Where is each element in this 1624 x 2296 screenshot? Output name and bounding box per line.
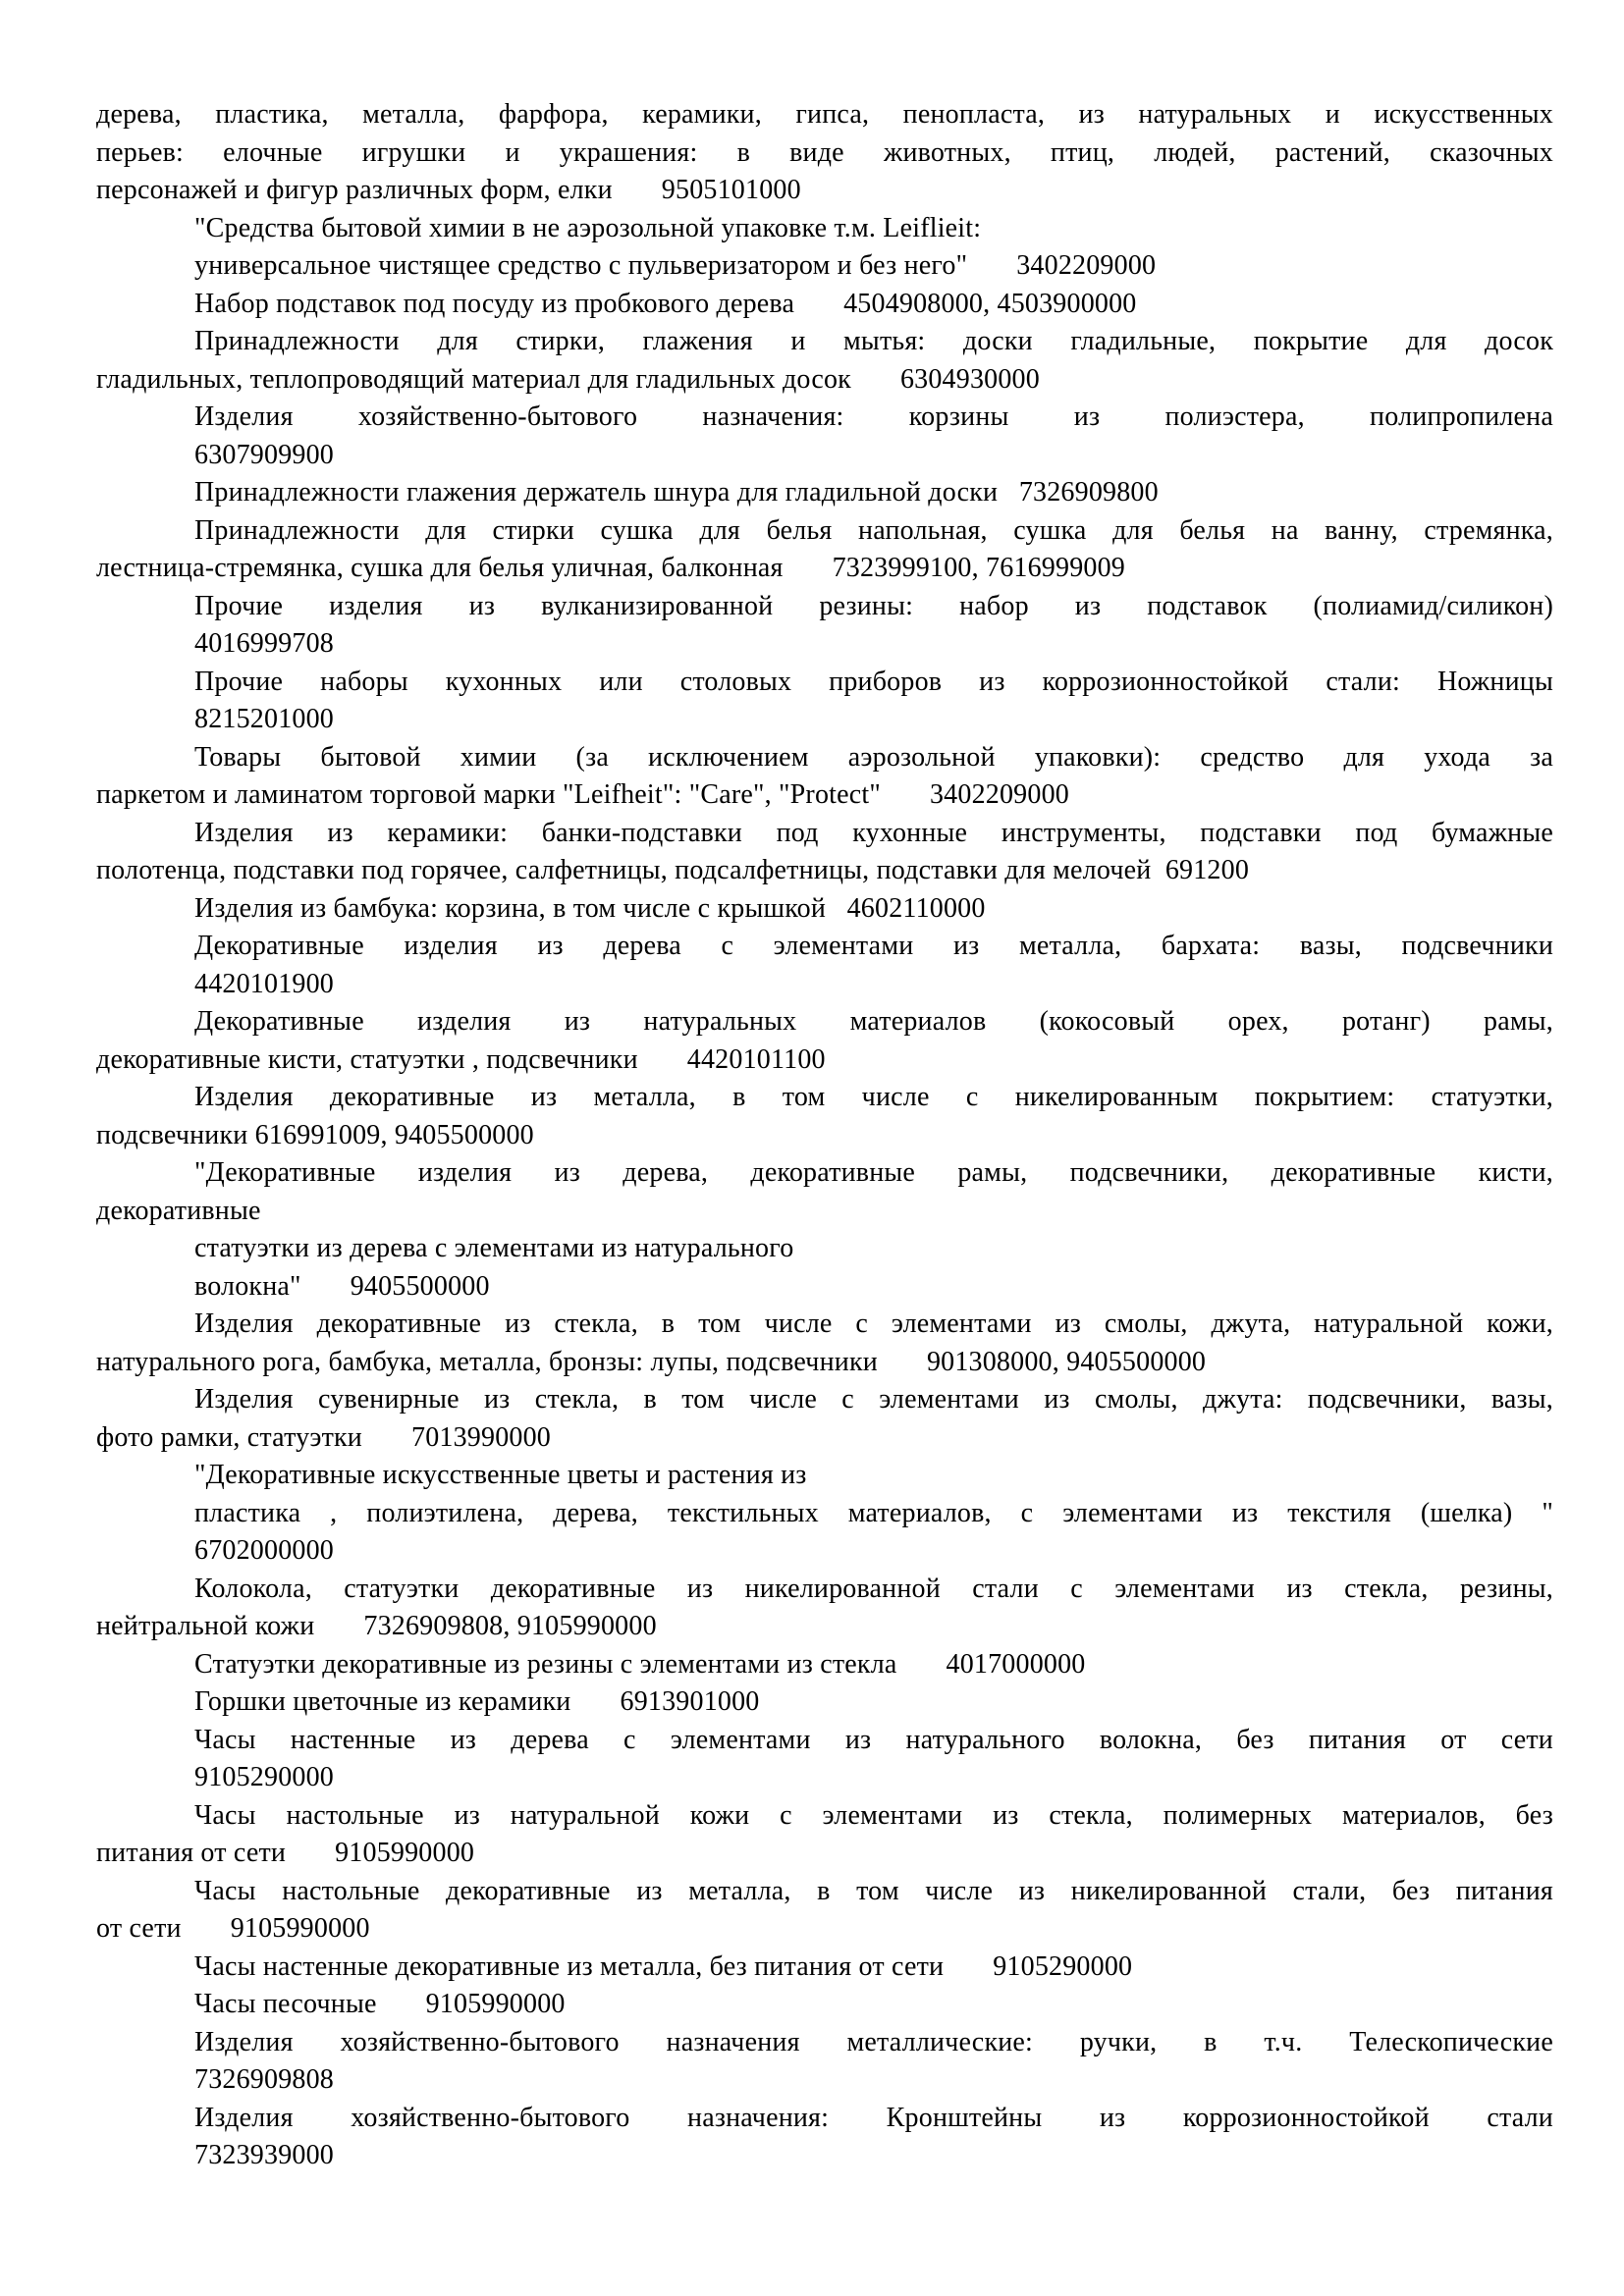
- document-line: Принадлежности для стирки, глажения и мытья: доски гладильные, покрытие для досок: [194, 326, 1553, 356]
- document-line: 4016999708: [194, 628, 334, 659]
- document-line: 7326909808: [194, 2064, 334, 2095]
- document-line: Часы настенные декоративные из металла, без питания от сети 9105290000: [194, 1950, 1133, 1982]
- tab-gap: [571, 1709, 621, 1710]
- tab-gap: [881, 802, 930, 803]
- document-line: Изделия из бамбука: корзина, в том числе с крышкой 4602110000: [194, 892, 986, 924]
- document-line: Декоративные изделия из дерева с элементами из металла, бархата: вазы, подсвечники: [194, 931, 1553, 961]
- tab-gap: [377, 2011, 426, 2012]
- document-line: 8215201000: [194, 704, 334, 734]
- tab-gap: [967, 273, 1016, 274]
- document-line: Часы настольные из натуральной кожи с элементами из стекла, полимерных материалов, без: [194, 1799, 1553, 1831]
- document-line: перьев: елочные игрушки и украшения: в виде животных, птиц, людей, растений, сказочных: [96, 136, 1553, 168]
- document-line: от сети 9105990000: [96, 1913, 370, 1944]
- tab-gap: [878, 1369, 927, 1370]
- tab-gap: [794, 311, 843, 312]
- document-line: 6307909900: [194, 439, 334, 470]
- document-line: персонажей и фигур различных форм, елки 9505101000: [96, 175, 801, 205]
- document-line: 7323939000: [194, 2140, 334, 2170]
- document-line: волокна" 9405500000: [194, 1270, 490, 1302]
- document-line: Изделия сувенирные из стекла, в том числе с элементами из смолы, джута: подсвечники, вазы,: [194, 1384, 1553, 1415]
- tab-gap: [851, 387, 900, 388]
- document-line: полотенца, подставки под горячее, салфетницы, подсалфетницы, подставки для мелочей 691200: [96, 855, 1250, 885]
- document-line: 6702000000: [194, 1535, 334, 1566]
- document-line: гладильных, теплопроводящий материал для гладильных досок 6304930000: [96, 363, 1040, 395]
- tab-gap: [613, 197, 662, 198]
- document-line: Набор подставок под посуду из пробкового дерева 4504908000, 4503900000: [194, 288, 1137, 319]
- document-line: Горшки цветочные из керамики 6913901000: [194, 1686, 760, 1717]
- document-line: декоративные: [96, 1195, 261, 1226]
- document-line: паркетом и ламинатом торговой марки "Leifheit": "Care", "Protect" 3402209000: [96, 779, 1069, 810]
- document-line: Изделия хозяйственно-бытового назначения: корзины из полиэстера, полипропилена: [194, 401, 1553, 432]
- tab-gap: [314, 1633, 363, 1634]
- document-line: Изделия хозяйственно-бытового назначения металлические: ручки, в т.ч. Телескопические: [194, 2026, 1553, 2057]
- document-line: Изделия из керамики: банки-подставки под кухонные инструменты, подставки под бумажные: [194, 817, 1553, 848]
- document-line: Часы настенные из дерева с элементами из натурального волокна, без питания от сети: [194, 1724, 1553, 1755]
- document-line: "Декоративные искусственные цветы и растения из: [194, 1460, 807, 1490]
- tab-gap: [784, 575, 833, 576]
- tab-gap: [944, 1974, 993, 1975]
- document-line: натурального рога, бамбука, металла, бронзы: лупы, подсвечники 901308000, 9405500000: [96, 1346, 1207, 1377]
- document-line: статуэтки из дерева с элементами из натурального: [194, 1233, 794, 1263]
- document-line: "Средства бытовой химии в не аэрозольной упаковке т.м. Leiflieit:: [194, 212, 982, 243]
- document-line: Прочие изделия из вулканизированной резины: набор из подставок (полиамид/силикон): [194, 590, 1553, 621]
- document-line: питания от сети 9105990000: [96, 1838, 475, 1868]
- document-line: лестница-стремянка, сушка для белья уличная, балконная 7323999100, 7616999009: [96, 553, 1125, 583]
- document-line: Принадлежности глажения держатель шнура для гладильной доски 7326909800: [194, 477, 1159, 507]
- document-line: Изделия декоративные из металла, в том числе с никелированным покрытием: статуэтки,: [194, 1082, 1553, 1112]
- document-line: Товары бытовой химии (за исключением аэрозольной упаковки): средство для ухода за: [194, 741, 1553, 773]
- document-line: Принадлежности для стирки сушка для белья напольная, сушка для белья на ванну, стремянка,: [194, 514, 1553, 546]
- tab-gap: [182, 1936, 231, 1937]
- tab-gap: [301, 1294, 351, 1295]
- document-line: пластика , полиэтилена, дерева, текстильных материалов, с элементами из текстиля (шелка) ": [194, 1497, 1553, 1528]
- document-line: универсальное чистящее средство с пульверизатором и без него" 3402209000: [194, 250, 1157, 281]
- document-line: Декоративные изделия из натуральных материалов (кокосовый орех, ротанг) рамы,: [194, 1006, 1553, 1037]
- document-line: нейтральной кожи 7326909808, 9105990000: [96, 1611, 657, 1641]
- document-line: 9105290000: [194, 1762, 334, 1792]
- document-line: 4420101900: [194, 968, 334, 999]
- document-line: Изделия хозяйственно-бытового назначения: Кронштейны из коррозионностойкой стали: [194, 2102, 1553, 2133]
- document-line: дерева, пластика, металла, фарфора, керамики, гипса, пенопласта, из натуральных и искусственных: [96, 99, 1553, 130]
- document-line: подсвечники 616991009, 9405500000: [96, 1119, 534, 1150]
- tab-gap: [638, 1067, 687, 1068]
- document-line: декоративные кисти, статуэтки , подсвечники 4420101100: [96, 1043, 826, 1075]
- document-line: Статуэтки декоративные из резины с элементами из стекла 4017000000: [194, 1648, 1086, 1680]
- document-body: [96, 96, 1553, 2175]
- document-line: Часы настольные декоративные из металла, в том числе из никелированной стали, без питания: [194, 1875, 1553, 1906]
- document-line: фото рамки, статуэтки 7013990000: [96, 1421, 551, 1453]
- tab-gap: [897, 1672, 947, 1673]
- document-line: Часы песочные 9105990000: [194, 1989, 566, 2019]
- document-line: Прочие наборы кухонных или столовых приборов из коррозионностойкой стали: Ножницы: [194, 666, 1553, 697]
- document-line: Изделия декоративные из стекла, в том числе с элементами из смолы, джута, натуральной кожи,: [194, 1308, 1553, 1339]
- tab-gap: [286, 1860, 335, 1861]
- document-line: "Декоративные изделия из дерева, декоративные рамы, подсвечники, декоративные кисти,: [194, 1157, 1553, 1188]
- document-line: Колокола, статуэтки декоративные из никелированной стали с элементами из стекла, резины,: [194, 1573, 1553, 1604]
- tab-gap: [362, 1445, 411, 1446]
